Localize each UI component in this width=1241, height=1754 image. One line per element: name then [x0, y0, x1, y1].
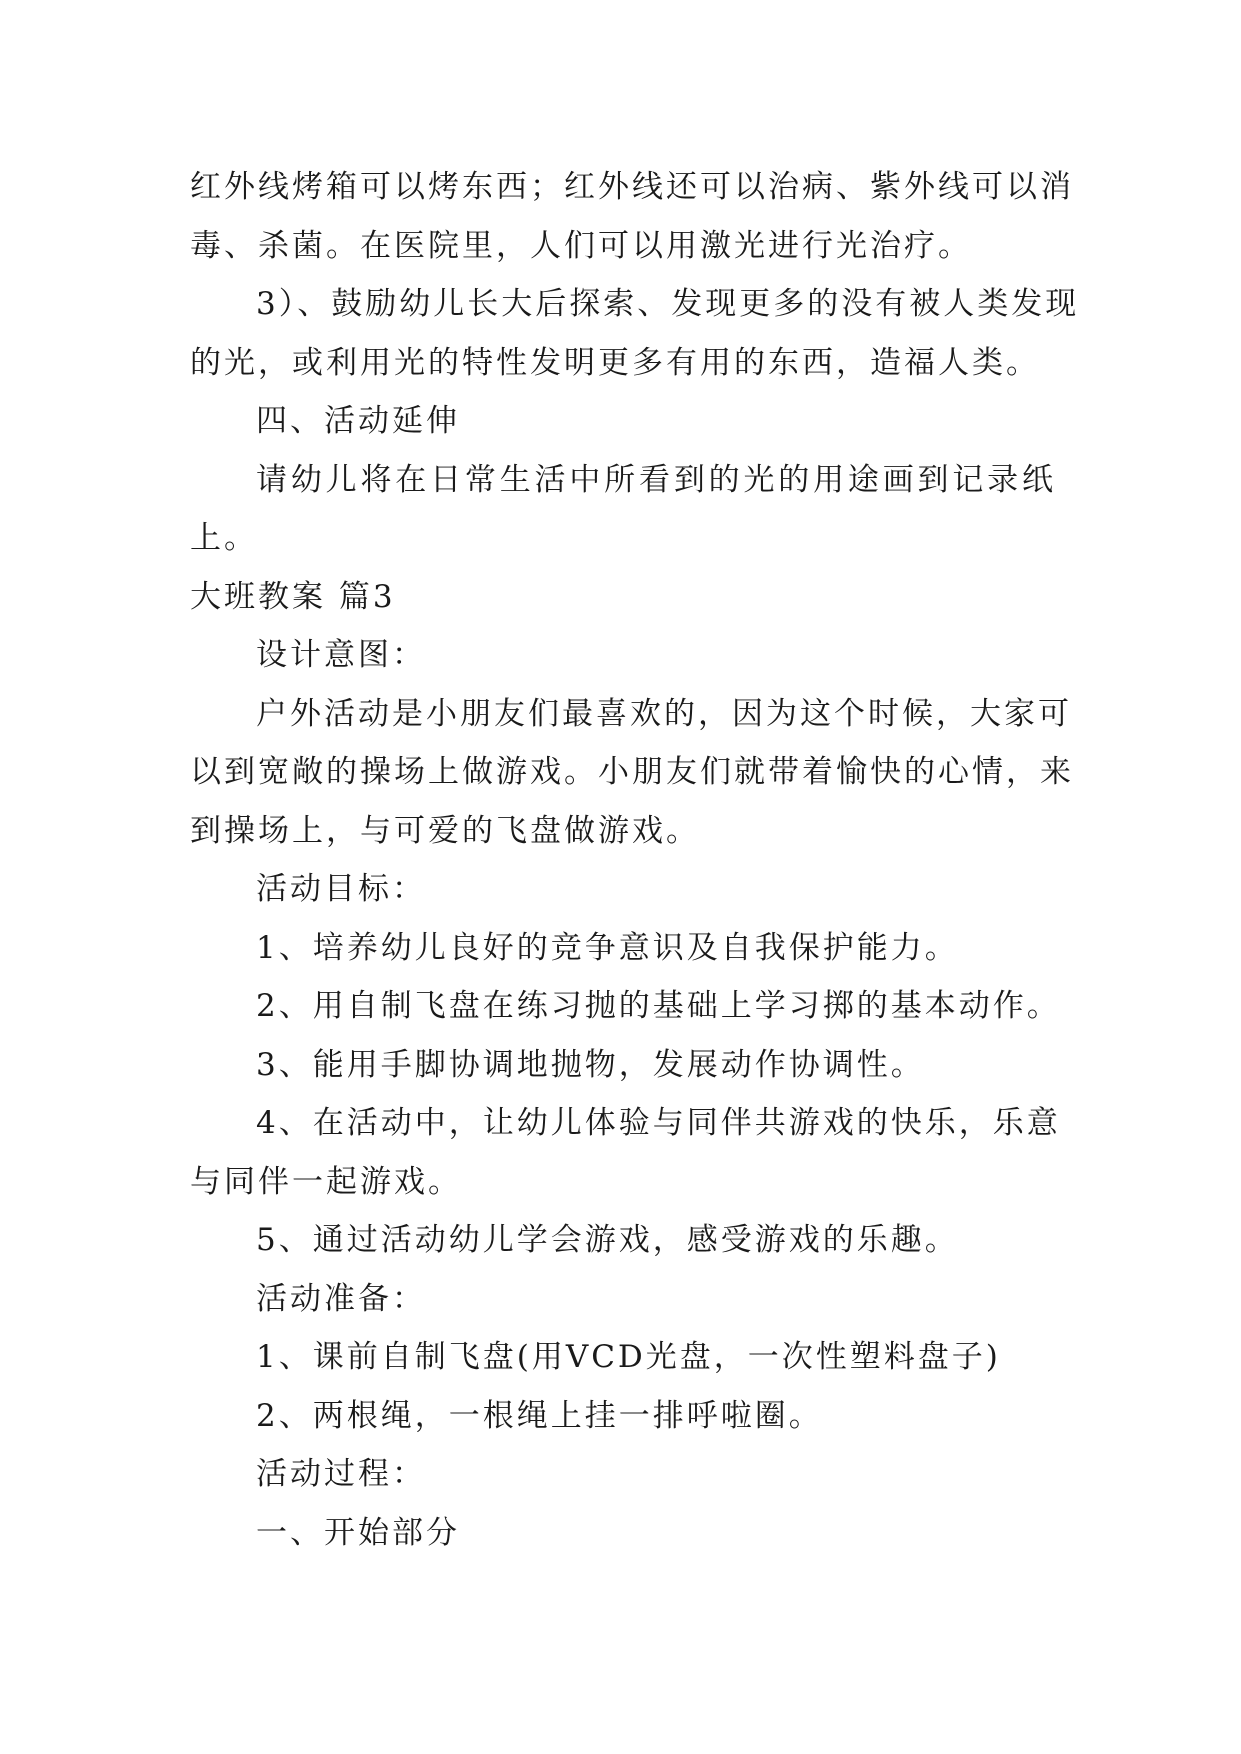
text-line: 毒、杀菌。在医院里，人们可以用激光进行光治疗。	[190, 227, 972, 264]
text-line: 请幼儿将在日常生活中所看到的光的用途画到记录纸	[256, 461, 1056, 498]
section-heading: 活动目标：	[256, 871, 426, 907]
section-heading: 设计意图：	[256, 637, 426, 673]
list-item: 3、能用手脚协调地抛物，发展动作协调性。	[256, 1046, 925, 1083]
list-item: 2、两根绳，一根绳上挂一排呼啦圈。	[256, 1397, 823, 1434]
text-line: 红外线烤箱可以烤东西；红外线还可以治病、紫外线可以消	[190, 169, 1074, 205]
section-heading: 四、活动延伸	[256, 403, 460, 439]
document-body	[190, 158, 1080, 1562]
list-item: 1、课前自制飞盘(用VCD光盘，一次性塑料盘子)	[256, 1339, 1001, 1375]
list-item: 5、通过活动幼儿学会游戏，感受游戏的乐趣。	[256, 1222, 959, 1258]
text-line: 的光，或利用光的特性发明更多有用的东西，造福人类。	[190, 344, 1040, 381]
list-item: 4、在活动中，让幼儿体验与同伴共游戏的快乐，乐意	[256, 1105, 1061, 1141]
section-heading: 活动准备：	[256, 1280, 426, 1317]
text-line: 上。	[190, 520, 258, 556]
text-line: 以到宽敞的操场上做游戏。小朋友们就带着愉快的心情，来	[190, 754, 1074, 790]
section-heading: 一、开始部分	[256, 1514, 460, 1551]
list-item: 1、培养幼儿良好的竞争意识及自我保护能力。	[256, 929, 959, 966]
text-line: 户外活动是小朋友们最喜欢的，因为这个时候，大家可	[256, 695, 1072, 732]
section-heading: 活动过程：	[256, 1456, 426, 1492]
text-line: 与同伴一起游戏。	[190, 1163, 462, 1200]
list-item: 2、用自制飞盘在练习抛的基础上学习掷的基本动作。	[256, 988, 1061, 1024]
lesson-title: 大班教案 篇3	[190, 578, 396, 615]
text-line: 到操场上，与可爱的飞盘做游戏。	[190, 812, 700, 849]
text-line: 3）、鼓励幼儿长大后探索、发现更多的没有被人类发现	[256, 286, 1080, 322]
